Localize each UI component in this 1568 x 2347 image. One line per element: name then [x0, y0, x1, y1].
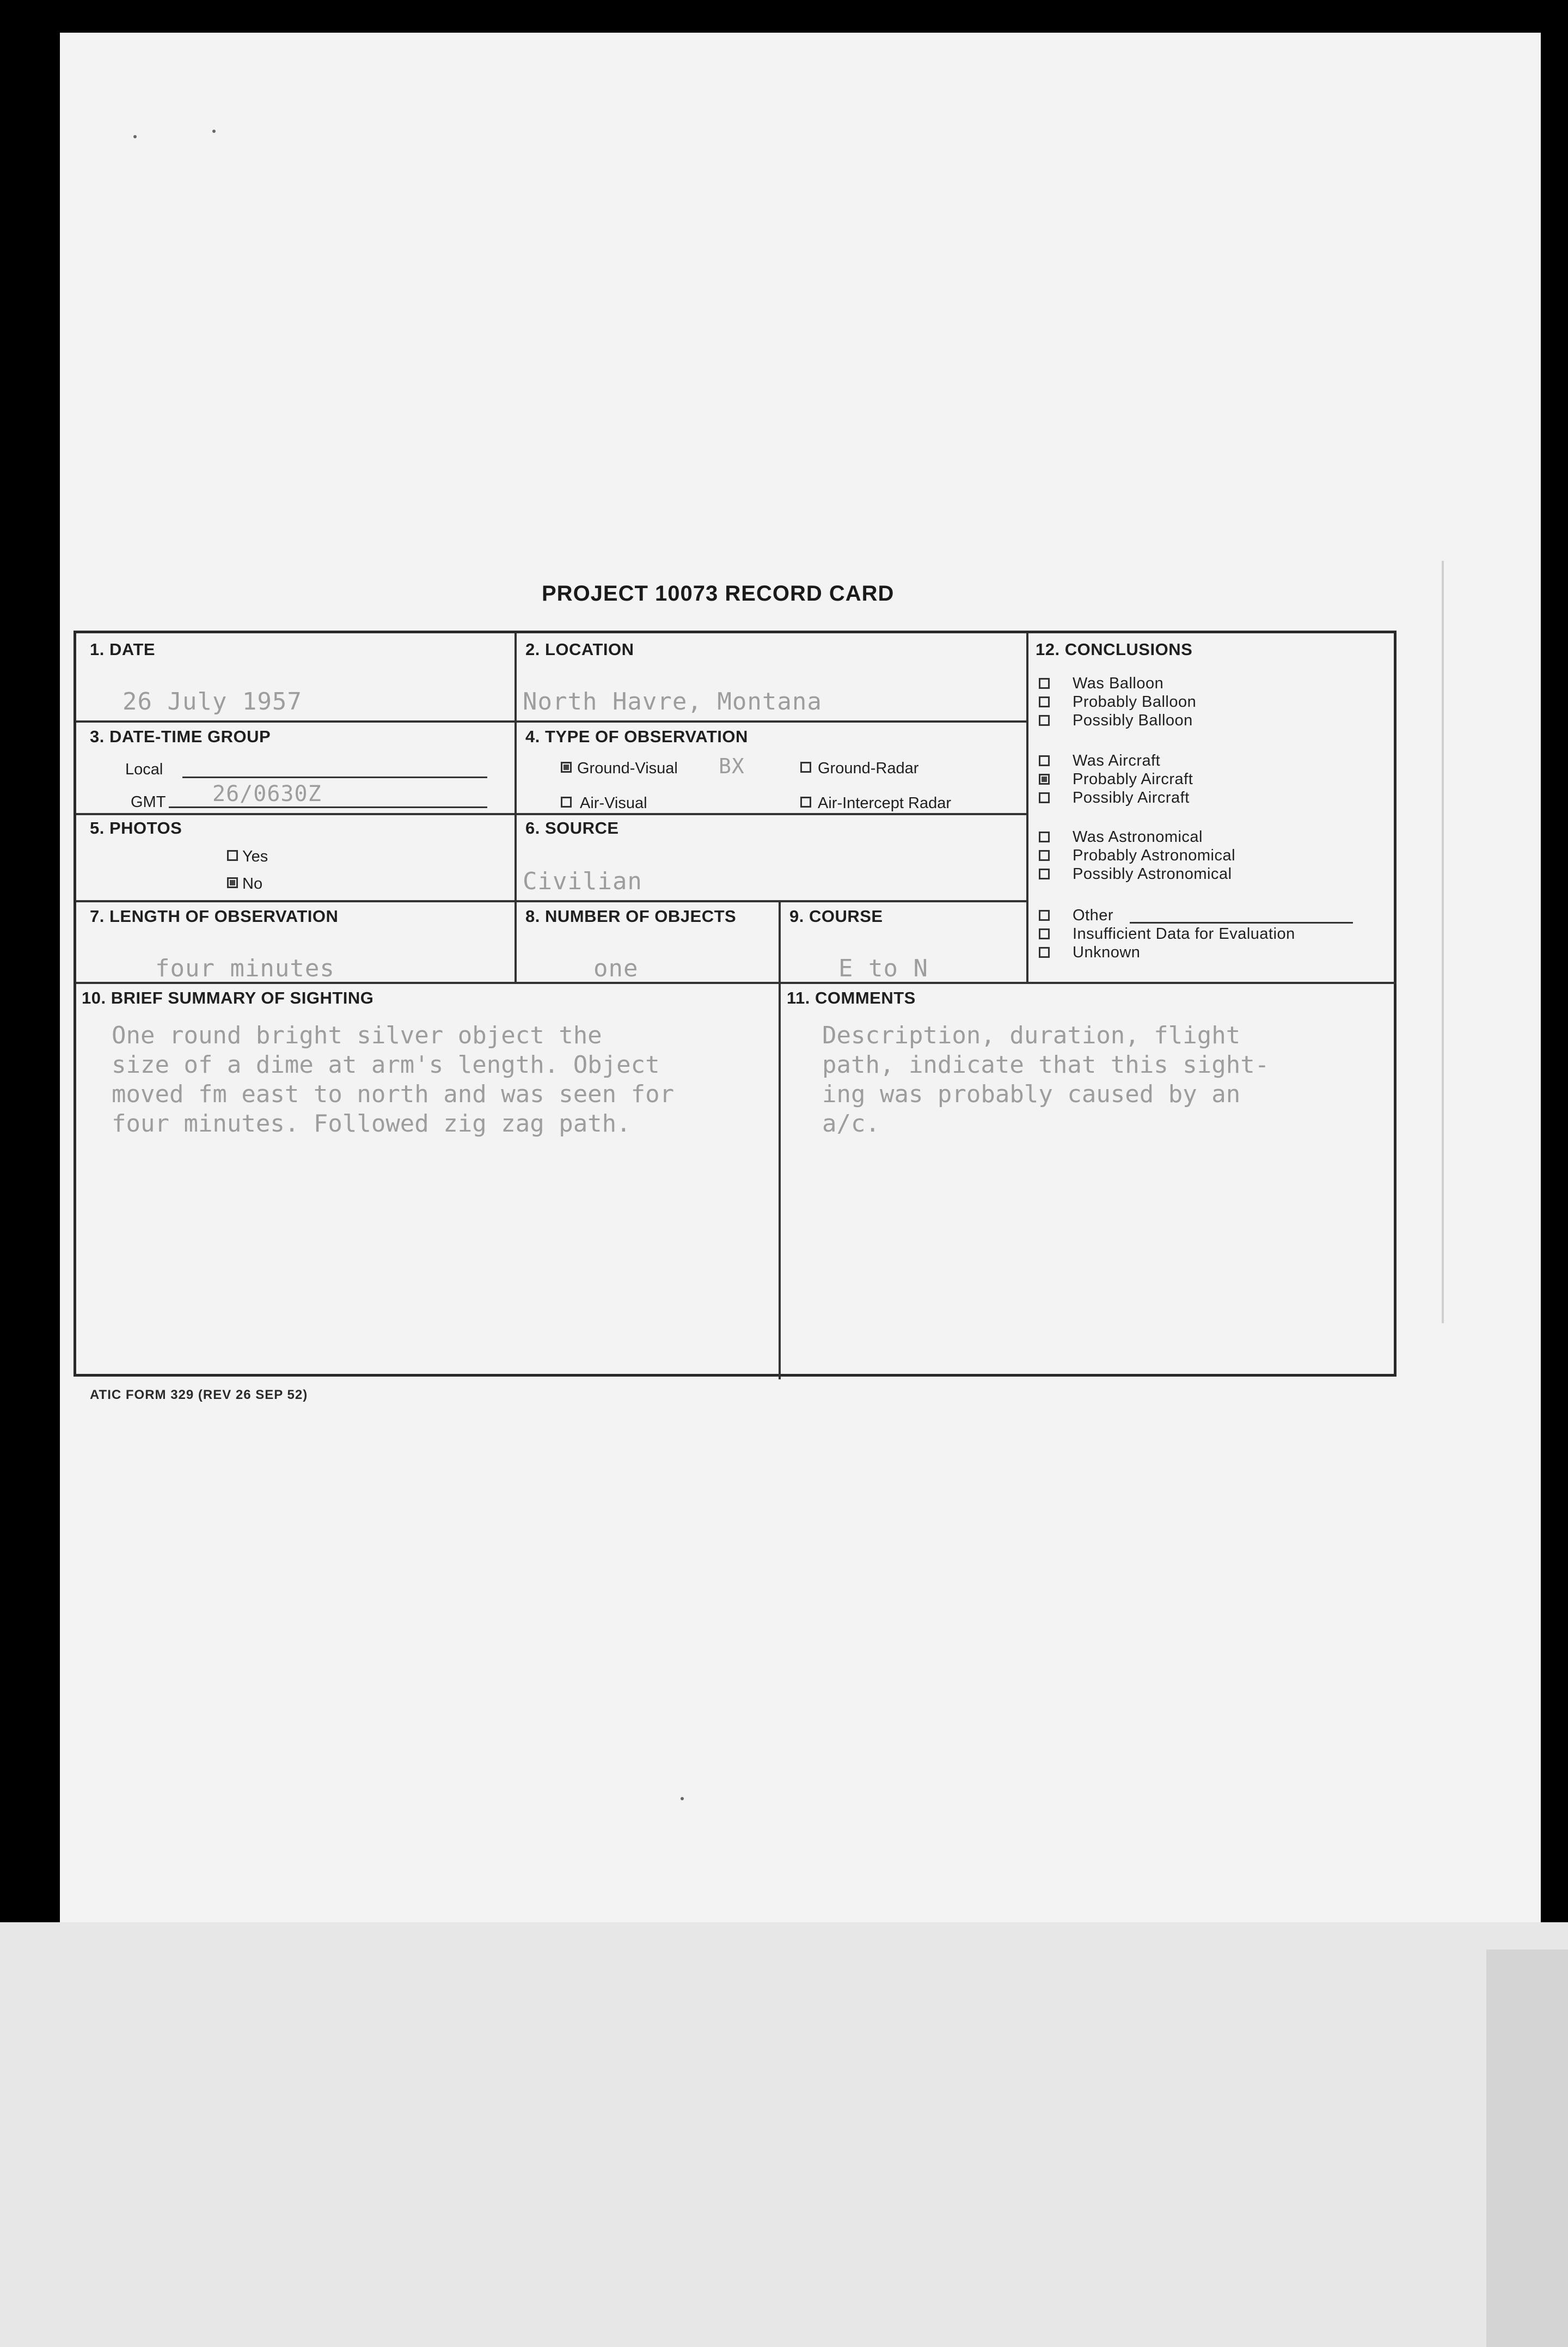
possibly-aircraft-checkbox[interactable]	[1039, 792, 1050, 803]
other-line	[1130, 922, 1353, 924]
photos-no-label: No	[242, 875, 263, 893]
type-of-observation-label: 4. TYPE OF OBSERVATION	[525, 727, 748, 746]
probably-balloon-label: Probably Balloon	[1073, 693, 1197, 711]
was-astronomical-checkbox[interactable]	[1039, 832, 1050, 842]
col-divider	[1026, 633, 1028, 982]
col-divider	[514, 633, 517, 982]
ground-radar-label: Ground-Radar	[818, 760, 919, 777]
summary-line: moved fm east to north and was seen for	[112, 1080, 675, 1108]
conclusions-label: 12. CONCLUSIONS	[1036, 640, 1193, 659]
ground-radar-checkbox[interactable]	[800, 762, 811, 773]
possibly-astronomical-label: Possibly Astronomical	[1073, 865, 1232, 883]
row-divider	[76, 900, 1026, 902]
film-strip-bottom	[0, 1922, 1568, 2347]
possibly-aircraft-label: Possibly Aircraft	[1073, 789, 1190, 806]
ground-visual-label: Ground-Visual	[577, 760, 678, 777]
speck	[681, 1797, 684, 1800]
summary-label: 10. BRIEF SUMMARY OF SIGHTING	[82, 988, 374, 1007]
source-label: 6. SOURCE	[525, 818, 619, 838]
was-aircraft-label: Was Aircraft	[1073, 752, 1161, 769]
film-strip-edge	[1486, 1949, 1568, 2347]
comments-line: path, indicate that this sight-	[822, 1051, 1270, 1079]
was-balloon-label: Was Balloon	[1073, 675, 1164, 692]
photos-yes-label: Yes	[242, 848, 268, 865]
summary-line: size of a dime at arm's length. Object	[112, 1051, 660, 1079]
row-divider	[76, 813, 1026, 815]
summary-line: One round bright silver object the	[112, 1022, 602, 1049]
length-of-observation-value: four minutes	[155, 955, 335, 982]
location-label: 2. LOCATION	[525, 640, 634, 659]
air-visual-checkbox[interactable]	[561, 797, 572, 808]
length-of-observation-label: 7. LENGTH OF OBSERVATION	[90, 907, 339, 926]
probably-balloon-checkbox[interactable]	[1039, 696, 1050, 707]
date-label: 1. DATE	[90, 640, 156, 659]
row-divider	[76, 720, 1026, 723]
probably-astronomical-checkbox[interactable]	[1039, 850, 1050, 861]
comments-line: ing was probably caused by an	[822, 1080, 1241, 1108]
comments-label: 11. COMMENTS	[787, 988, 916, 1007]
speck	[212, 130, 216, 133]
other-checkbox[interactable]	[1039, 910, 1050, 921]
possibly-balloon-checkbox[interactable]	[1039, 715, 1050, 726]
ground-visual-mark: BX	[719, 754, 745, 778]
form-number: ATIC FORM 329 (REV 26 SEP 52)	[90, 1388, 308, 1402]
comments-line: Description, duration, flight	[822, 1022, 1241, 1049]
probably-aircraft-checkbox[interactable]	[1039, 774, 1050, 785]
gmt-value: 26/0630Z	[212, 781, 322, 806]
location-value: North Havre, Montana	[523, 688, 822, 716]
gmt-line	[169, 806, 487, 808]
ground-visual-checkbox[interactable]	[561, 762, 572, 773]
possibly-balloon-label: Possibly Balloon	[1073, 712, 1193, 729]
other-label: Other	[1073, 907, 1114, 924]
date-value: 26 July 1957	[122, 688, 302, 716]
gmt-label: GMT	[131, 793, 166, 811]
source-value: Civilian	[523, 867, 642, 895]
air-intercept-radar-label: Air-Intercept Radar	[818, 794, 951, 812]
card-title: PROJECT 10073 RECORD CARD	[542, 582, 895, 606]
photos-label: 5. PHOTOS	[90, 818, 182, 838]
photos-no-checkbox[interactable]	[227, 877, 238, 888]
course-label: 9. COURSE	[789, 907, 883, 926]
photos-yes-checkbox[interactable]	[227, 850, 238, 861]
summary-text	[112, 1021, 674, 1139]
insufficient-data-label: Insufficient Data for Evaluation	[1073, 925, 1295, 943]
course-value: E to N	[838, 955, 928, 982]
local-label: Local	[125, 761, 163, 778]
col-divider	[779, 900, 781, 1379]
probably-astronomical-label: Probably Astronomical	[1073, 847, 1236, 864]
insufficient-data-checkbox[interactable]	[1039, 928, 1050, 939]
was-aircraft-checkbox[interactable]	[1039, 755, 1050, 766]
comments-text	[822, 1021, 1269, 1139]
speck	[133, 135, 137, 138]
was-balloon-checkbox[interactable]	[1039, 678, 1050, 689]
was-astronomical-label: Was Astronomical	[1073, 828, 1203, 846]
comments-line: a/c.	[822, 1110, 880, 1138]
number-of-objects-label: 8. NUMBER OF OBJECTS	[525, 907, 737, 926]
date-time-group-label: 3. DATE-TIME GROUP	[90, 727, 271, 746]
number-of-objects-value: one	[593, 955, 639, 982]
page-edge-line	[1442, 561, 1444, 1323]
summary-line: four minutes. Followed zig zag path.	[112, 1110, 631, 1138]
record-card	[74, 631, 1396, 1377]
local-line	[182, 777, 487, 778]
air-visual-label: Air-Visual	[580, 794, 647, 812]
probably-aircraft-label: Probably Aircraft	[1073, 771, 1193, 788]
possibly-astronomical-checkbox[interactable]	[1039, 869, 1050, 879]
unknown-checkbox[interactable]	[1039, 947, 1050, 958]
unknown-label: Unknown	[1073, 944, 1141, 961]
air-intercept-radar-checkbox[interactable]	[800, 797, 811, 808]
